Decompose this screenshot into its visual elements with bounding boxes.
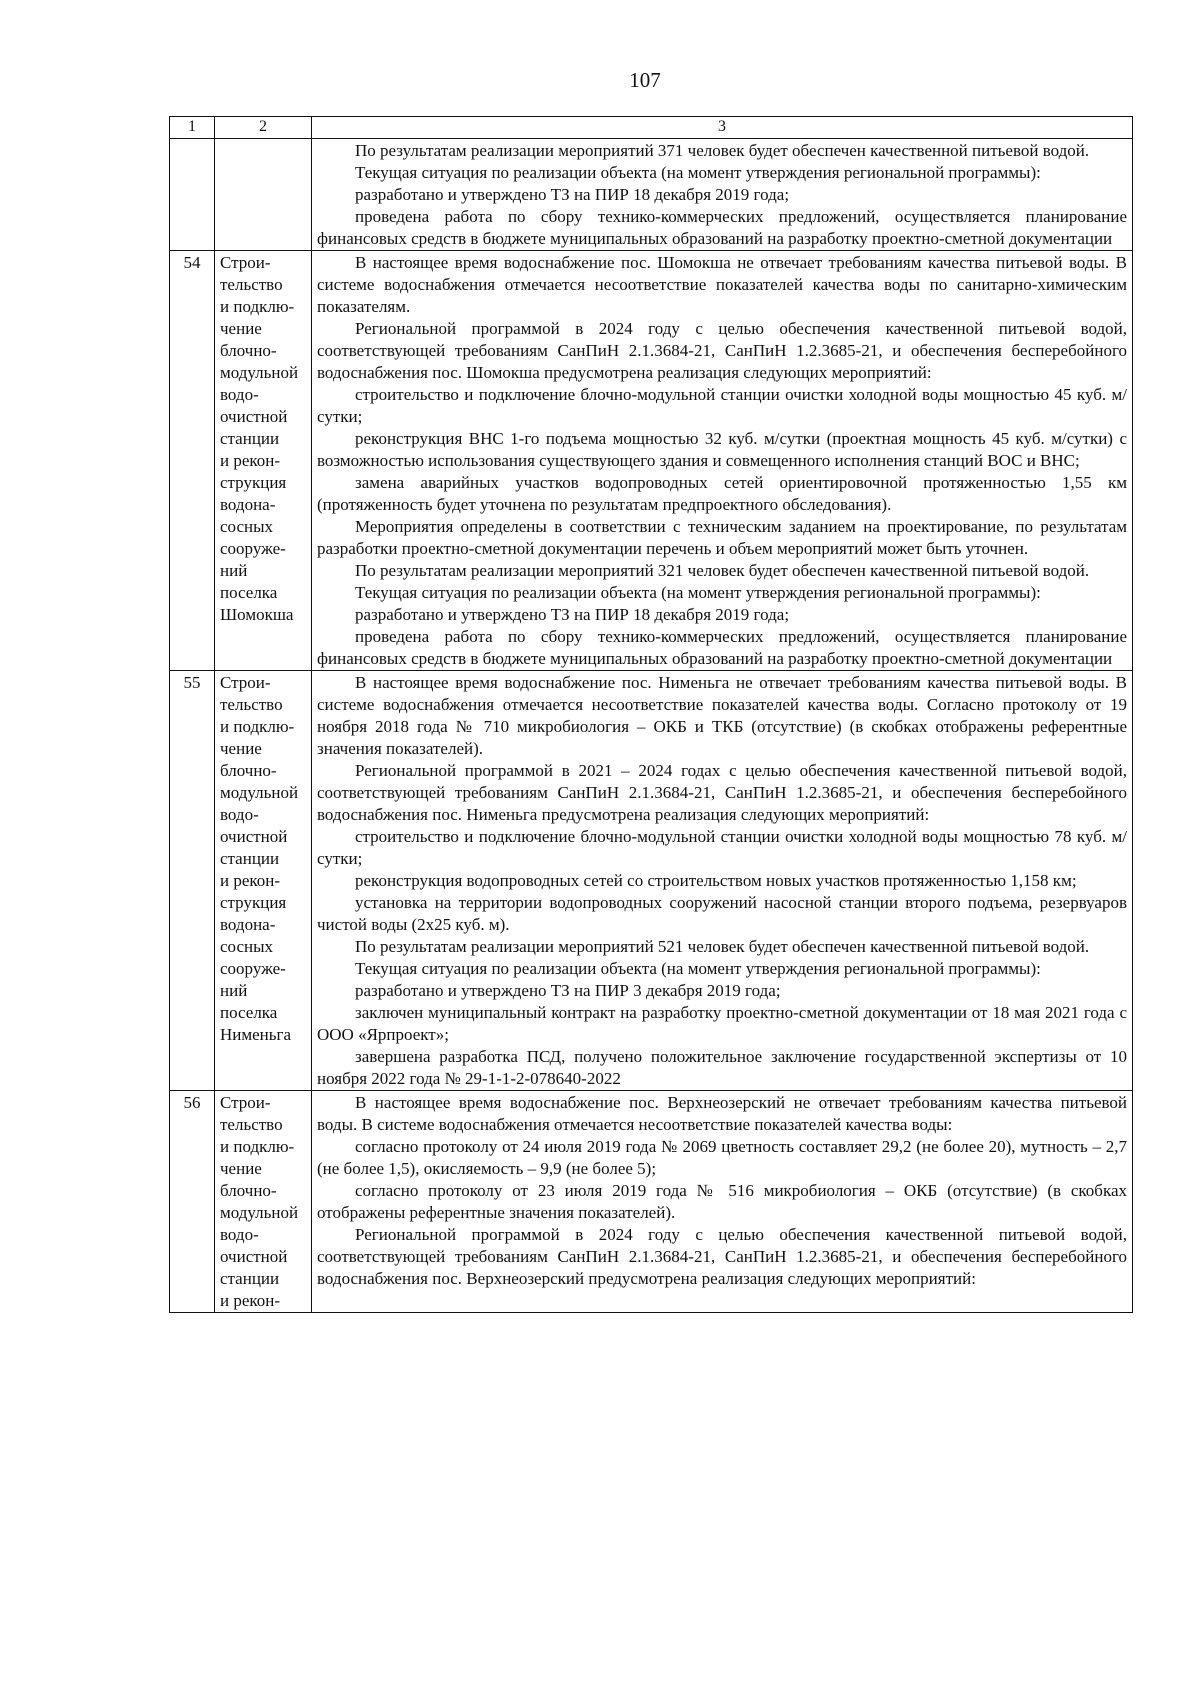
description-paragraph: согласно протоколу от 24 июля 2019 года № 2069 цветность составляет 29,2 (не более 20), мутность – 2,7 (не более 1,5), окисляемость – 9,9 (не более 5); <box>317 1137 1127 1178</box>
object-name-cell <box>215 139 312 251</box>
table-row <box>170 671 1133 1091</box>
description-paragraph: строительство и подключение блочно-модульной станции очистки холодной воды мощностью 45 куб. м/сутки; <box>317 385 1127 426</box>
description-paragraph: По результатам реализации мероприятий 321 человек будет обеспечен качественной питьевой водой. <box>355 561 1090 580</box>
object-name: Строи- тельство и подклю- чение блочно- модульной водо- очистной станции и рекон- <box>220 1093 299 1310</box>
table-header-row <box>170 117 1133 139</box>
table-row <box>170 139 1133 251</box>
description-paragraph: разработано и утверждено ТЗ на ПИР 18 декабря 2019 года; <box>355 185 790 204</box>
column-header-name: 2 <box>215 117 312 139</box>
description-paragraph: В настоящее время водоснабжение пос. Шомокша не отвечает требованиям качества питьевой воды. В системе водоснабжения отмечается несоответствие показателей качества воды по санитарно-химическим показателям. <box>317 253 1127 316</box>
description-paragraph: Региональной программой в 2024 году с целью обеспечения качественной питьевой водой, соответствующей требованиям СанПиН 2.1.3684-21, СанПиН 1.2.3685-21, и обеспечения бесперебойного водоснабжения пос. Шомокша предусмотрена реализация следующих мероприятий: <box>317 319 1127 382</box>
object-name-cell <box>215 1091 312 1313</box>
row-number-cell <box>170 251 215 671</box>
row-number: 55 <box>183 673 201 692</box>
description-paragraph: По результатам реализации мероприятий 371 человек будет обеспечен качественной питьевой водой. <box>355 141 1090 160</box>
description-paragraph: По результатам реализации мероприятий 521 человек будет обеспечен качественной питьевой водой. <box>355 937 1090 956</box>
row-number-cell <box>170 1091 215 1313</box>
description-paragraph: Текущая ситуация по реализации объекта (на момент утверждения региональной программы): <box>355 583 1041 602</box>
description-paragraph: установка на территории водопроводных сооружений насосной станции второго подъема, резервуаров чистой воды (2х25 куб. м). <box>317 893 1127 934</box>
page-number: 107 <box>629 68 661 92</box>
description-cell <box>312 139 1133 251</box>
description-paragraph: Мероприятия определены в соответствии с техническим заданием на проектирование, по результатам разработки проектно-сметной документации перечень и объем мероприятий может быть уточнен. <box>317 517 1127 558</box>
description-cell <box>312 1091 1133 1313</box>
column-header-number: 1 <box>170 117 215 139</box>
description-paragraph: Текущая ситуация по реализации объекта (на момент утверждения региональной программы): <box>355 163 1041 182</box>
object-name-cell <box>215 251 312 671</box>
row-number-cell <box>170 139 215 251</box>
measures-table <box>169 116 1133 1313</box>
description-paragraph: В настоящее время водоснабжение пос. Нименьга не отвечает требованиям качества питьевой воды. В системе водоснабжения отмечается несоответствие показателей качества воды. Согласно протоколу от 19 ноября 2018 года № 710 микробиология – ОКБ и ТКБ (отсутствие) (в скобках отображены референтные значения показателей). <box>317 673 1127 758</box>
description-paragraph: разработано и утверждено ТЗ на ПИР 18 декабря 2019 года; <box>355 605 790 624</box>
object-name: Строи- тельство и подклю- чение блочно- модульной водо- очистной станции и рекон- струкция водона- сосных сооруже- ний поселка Шомокша <box>220 253 299 624</box>
description-paragraph: реконструкция водопроводных сетей со строительством новых участков протяженностью 1,158 км; <box>355 871 1077 890</box>
description-paragraph: реконструкция ВНС 1-го подъема мощностью 32 куб. м/сутки (проектная мощность 45 куб. м/сутки) с возможностью использования существующего здания и совмещенного исполнения станций ВОС и ВНС; <box>317 429 1127 470</box>
description-paragraph: согласно протоколу от 23 июля 2019 года № 516 микробиология – ОКБ (отсутствие) (в скобках отображены референтные значения показателей). <box>317 1181 1127 1222</box>
row-number: 54 <box>183 253 201 272</box>
row-number: 56 <box>183 1093 201 1112</box>
description-cell <box>312 251 1133 671</box>
column-header-description: 3 <box>312 117 1133 139</box>
table-row <box>170 251 1133 671</box>
description-cell <box>312 671 1133 1091</box>
description-paragraph: проведена работа по сбору технико-коммерческих предложений, осуществляется планирование финансовых средств в бюджете муниципальных образований на разработку проектно-сметной документации <box>317 207 1127 248</box>
description-paragraph: завершена разработка ПСД, получено положительное заключение государственной экспертизы от 10 ноября 2022 года № 29-1-1-2-078640-2022 <box>317 1047 1127 1088</box>
row-number-cell <box>170 671 215 1091</box>
description-paragraph: разработано и утверждено ТЗ на ПИР 3 декабря 2019 года; <box>355 981 781 1000</box>
description-paragraph: замена аварийных участков водопроводных сетей ориентировочной протяженностью 1,55 км (протяженность будет уточнена по результатам предпроектного обследования). <box>317 473 1127 514</box>
row-number <box>170 139 214 140</box>
description-paragraph: В настоящее время водоснабжение пос. Верхнеозерский не отвечает требованиям качества питьевой воды. В системе водоснабжения отмечается несоответствие показателей качества воды: <box>317 1093 1127 1134</box>
description-paragraph: Текущая ситуация по реализации объекта (на момент утверждения региональной программы): <box>355 959 1041 978</box>
object-name-cell <box>215 671 312 1091</box>
table-row <box>170 1091 1133 1313</box>
description-paragraph: строительство и подключение блочно-модульной станции очистки холодной воды мощностью 78 куб. м/сутки; <box>317 827 1127 868</box>
object-name: Строи- тельство и подклю- чение блочно- модульной водо- очистной станции и рекон- струкция водона- сосных сооруже- ний поселка Нименьга <box>220 673 299 1044</box>
description-paragraph: Региональной программой в 2021 – 2024 годах с целью обеспечения качественной питьевой водой, соответствующей требованиям СанПиН 2.1.3684-21, СанПиН 1.2.3685-21, и обеспечения бесперебойного водоснабжения пос. Нименьга предусмотрена реализация следующих мероприятий: <box>317 761 1127 824</box>
description-paragraph: заключен муниципальный контракт на разработку проектно-сметной документации от 18 мая 2021 года с ООО «Ярпроект»; <box>317 1003 1127 1044</box>
description-paragraph: проведена работа по сбору технико-коммерческих предложений, осуществляется планирование финансовых средств в бюджете муниципальных образований на разработку проектно-сметной документации <box>317 627 1127 668</box>
description-paragraph: Региональной программой в 2024 году с целью обеспечения качественной питьевой водой, соответствующей требованиям СанПиН 2.1.3684-21, СанПиН 1.2.3685-21, и обеспечения бесперебойного водоснабжения пос. Верхнеозерский предусмотрена реализация следующих мероприятий: <box>317 1225 1127 1288</box>
